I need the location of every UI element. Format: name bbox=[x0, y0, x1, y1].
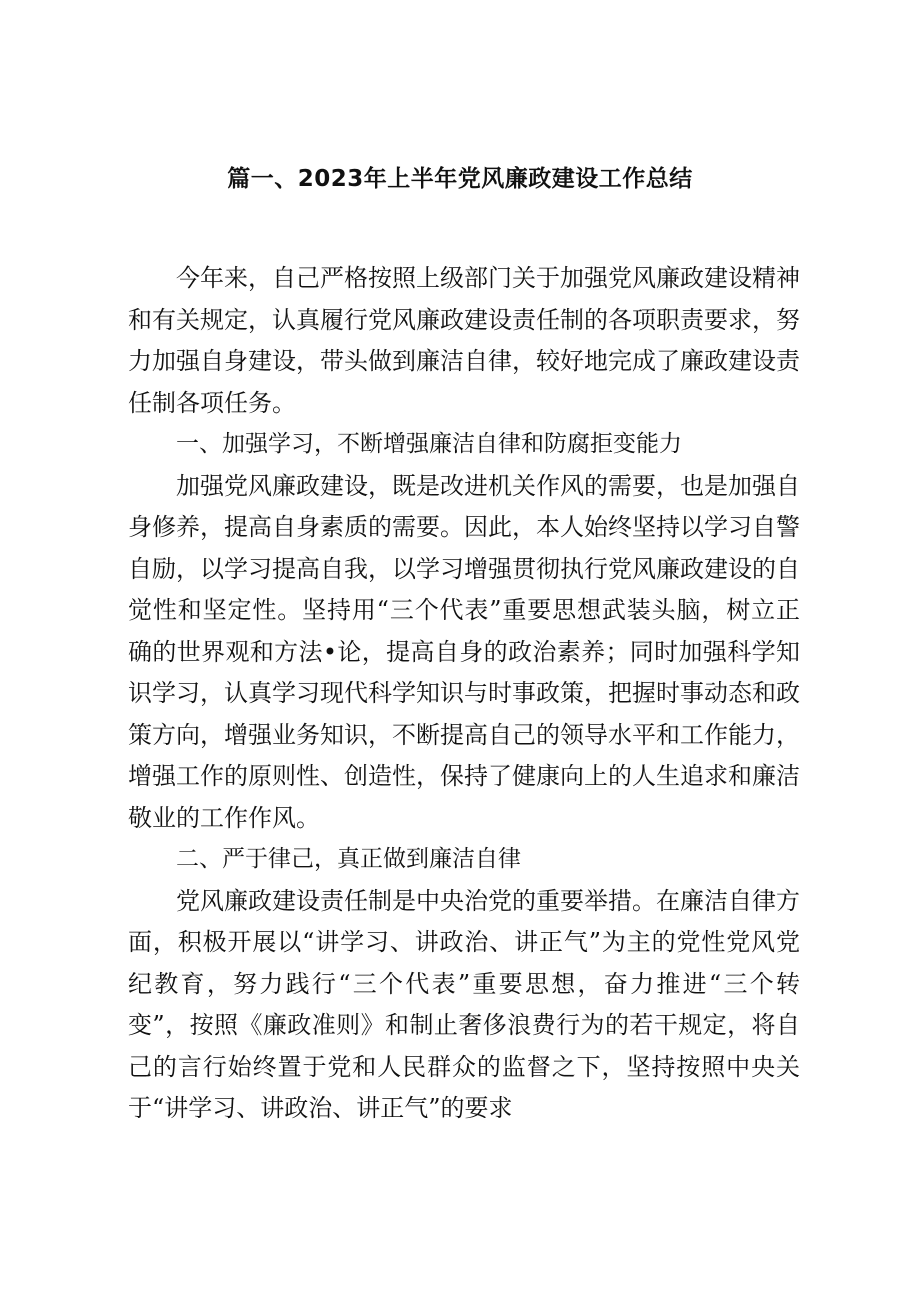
section-2-heading: 二、严于律己，真正做到廉洁自律 bbox=[176, 846, 521, 872]
section-2-paragraph: 党风廉政建设责任制是中央治党的重要举措。在廉洁自律方面，积极开展以“讲学习、讲政治、讲正气”为主的党性党风党纪教育，努力践行“三个代表”重要思想，奋力推进“三个转变”，按照《廉政准则》和制止奢侈浪费行为的若干规定，将自己的言行始终置于党和人民群众的监督之下，坚持按照中央关于“讲学习、讲政治、讲正气”的要求 bbox=[128, 886, 800, 1122]
document-title: 篇一、2023年上半年党风廉政建设工作总结 bbox=[227, 166, 693, 192]
section-1-heading: 一、加强学习，不断增强廉洁自律和防腐拒变能力 bbox=[176, 431, 682, 457]
document-body bbox=[128, 258, 800, 1130]
intro-paragraph: 今年来，自己严格按照上级部门关于加强党风廉政建设精神和有关规定，认真履行党风廉政建设责任制的各项职责要求，努力加强自身建设，带头做到廉洁自律，较好地完成了廉政建设责任制各项任务。 bbox=[128, 264, 800, 417]
section-1-paragraph: 加强党风廉政建设，既是改进机关作风的需要，也是加强自身修养，提高自身素质的需要。因此，本人始终坚持以学习自警自励，以学习提高自我，以学习增强贯彻执行党风廉政建设的自觉性和坚定性。坚持用“三个代表”重要思想武装头脑，树立正确的世界观和方法•论，提高自身的政治素养；同时加强科学知识学习，认真学习现代科学知识与时事政策，把握时事动态和政策方向，增强业务知识，不断提高自己的领导水平和工作能力，增强工作的原则性、创造性，保持了健康向上的人生追求和廉洁敬业的工作作风。 bbox=[128, 471, 800, 832]
